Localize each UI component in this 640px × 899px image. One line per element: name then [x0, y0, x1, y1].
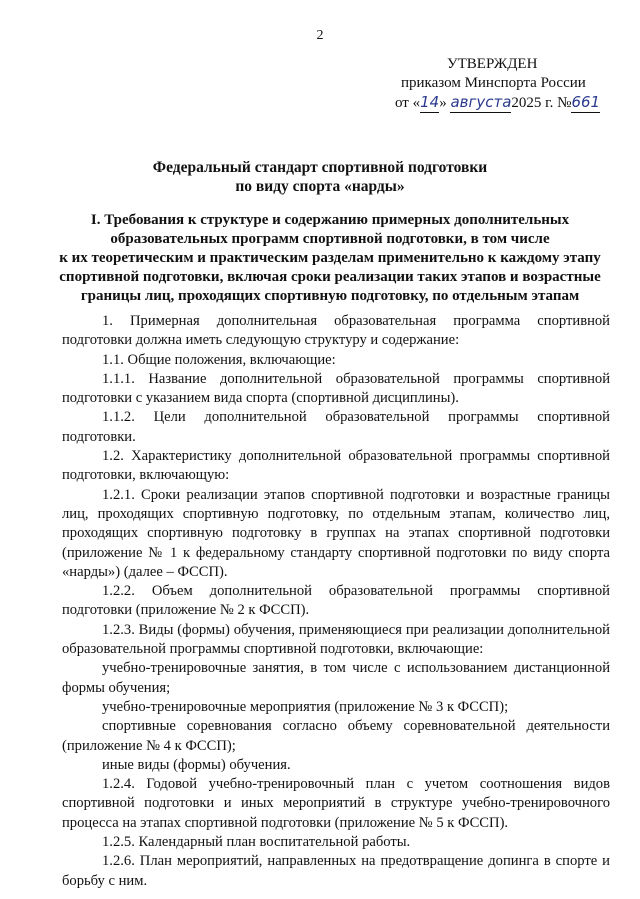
paragraph: 1.2.2. Объем дополнительной образовательной программы спортивной подготовки (приложение № 2 к ФССП).	[62, 583, 610, 619]
section-heading-line: образовательных программ спортивной подготовки, в том числе	[110, 231, 550, 247]
document-body	[62, 312, 610, 891]
approval-block	[395, 55, 625, 113]
approval-stamp: УТВЕРЖДЕН	[447, 56, 538, 72]
section-heading-line: границы лиц, проходящих спортивную подготовку, по отдельным этапам	[80, 288, 580, 304]
standard-title	[0, 158, 640, 196]
list-item: иные виды (формы) обучения.	[102, 756, 291, 773]
section-heading-line: к их теоретическим и практическим разделам применительно к каждому этапу	[59, 250, 601, 266]
paragraph: 1.2.5. Календарный план воспитательной работы.	[102, 834, 411, 851]
section-heading-line: спортивной подготовки, включая сроки реализации таких этапов и возрастные	[59, 269, 601, 285]
paragraph: 1.2.4. Годовой учебно-тренировочный план с учетом соотношения видов спортивной подготовки и иных мероприятий в структуре учебно-тренировочного процесса на этапах спортивной подготовки (приложение № 5 к ФССП).	[62, 776, 610, 831]
standard-title-line-2: по виду спорта «нарды»	[235, 178, 405, 195]
handwritten-month: августа	[450, 93, 512, 111]
standard-title-line-1: Федеральный стандарт спортивной подготовки	[152, 159, 488, 176]
date-mid: »	[439, 95, 447, 111]
paragraph: 1.2.6. План мероприятий, направленных на предотвращение допинга в спорте и борьбу с ним.	[62, 853, 610, 889]
list-item: спортивные соревнования согласно объему соревновательной деятельности (приложение № 4 к ФССП);	[62, 718, 610, 754]
paragraph: 1.2.3. Виды (формы) обучения, применяющиеся при реализации дополнительной образовательной программы спортивной подготовки, включающие:	[62, 621, 610, 658]
handwritten-order-number: 661	[571, 93, 601, 111]
list-item: учебно-тренировочные мероприятия (приложение № 3 к ФССП);	[102, 698, 509, 715]
paragraph: 1. Примерная дополнительная образовательная программа спортивной подготовки должна иметь следующую структуру и содержание:	[62, 313, 610, 349]
paragraph: 1.1.1. Название дополнительной образовательной программы спортивной подготовки с указанием вида спорта (спортивной дисциплины).	[62, 370, 610, 407]
section-heading	[55, 211, 605, 306]
paragraph: 1.1. Общие положения, включающие:	[102, 351, 336, 368]
year-text: 2025 г. №	[511, 95, 572, 111]
paragraph: 1.1.2. Цели дополнительной образовательной программы спортивной подготовки.	[62, 409, 610, 445]
approval-dateline	[395, 93, 625, 113]
paragraph: 1.2.1. Сроки реализации этапов спортивной подготовки и возрастные границы лиц, проходящих спортивную подготовку, по отдельным этапам, количество лиц, проходящих спортивную подготовку в группах на этапах спортивной подготовки (приложение № 1 к федеральному стандарту спортивной подготовки по виду спорта «нарды») (далее – ФССП).	[62, 486, 610, 580]
date-prefix: от «	[395, 95, 421, 111]
approval-order: приказом Минспорта России	[401, 75, 586, 91]
handwritten-day: 14	[420, 93, 440, 111]
page-number: 2	[316, 28, 324, 43]
list-item: учебно-тренировочные занятия, в том числе с использованием дистанционной формы обучения;	[62, 660, 610, 696]
section-heading-line: I. Требования к структуре и содержанию примерных дополнительных	[90, 212, 570, 228]
paragraph: 1.2. Характеристику дополнительной образовательной программы спортивной подготовки, включающую:	[62, 448, 610, 484]
